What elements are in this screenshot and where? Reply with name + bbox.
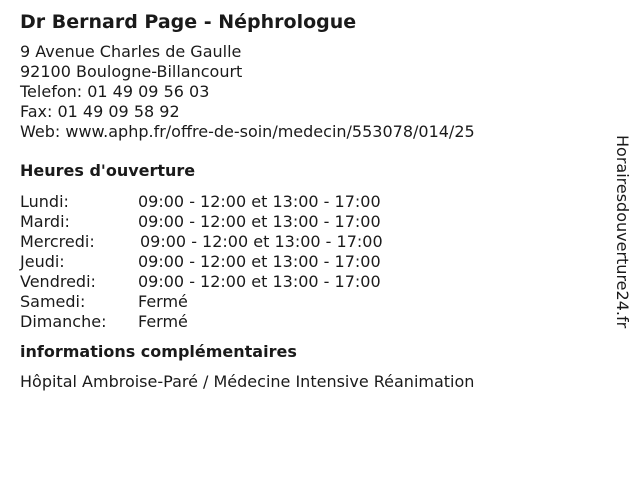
- hours-row-monday: [20, 192, 600, 212]
- day-hours: Fermé: [138, 292, 188, 311]
- address-street: 9 Avenue Charles de Gaulle: [20, 42, 242, 61]
- website-link[interactable]: Web: www.aphp.fr/offre-de-soin/medecin/553078/014/25: [20, 122, 475, 141]
- phone-number: Telefon: 01 49 09 56 03: [20, 82, 210, 101]
- opening-hours-heading: Heures d'ouverture: [20, 161, 196, 180]
- hours-row-saturday: [20, 292, 600, 312]
- doctor-card: [20, 10, 600, 392]
- day-label: Lundi:: [20, 192, 69, 211]
- day-label: Dimanche:: [20, 312, 107, 331]
- brand-name: Horairesdouverture24.fr: [613, 135, 632, 329]
- additional-info-text: Hôpital Ambroise-Paré / Médecine Intensive Réanimation: [20, 372, 475, 391]
- day-label: Mardi:: [20, 212, 70, 231]
- day-hours: 09:00 - 12:00 et 13:00 - 17:00: [138, 252, 381, 271]
- day-hours: 09:00 - 12:00 et 13:00 - 17:00: [138, 212, 381, 231]
- fax-number: Fax: 01 49 09 58 92: [20, 102, 180, 121]
- day-label: Samedi:: [20, 292, 86, 311]
- hours-row-friday: [20, 272, 600, 292]
- hours-row-wednesday: [20, 232, 600, 252]
- hours-row-thursday: [20, 252, 600, 272]
- page-title: Dr Bernard Page - Néphrologue: [20, 11, 357, 33]
- day-label: Vendredi:: [20, 272, 96, 291]
- additional-info-heading: informations complémentaires: [20, 342, 297, 361]
- day-label: Jeudi:: [20, 252, 65, 271]
- address-city: 92100 Boulogne-Billancourt: [20, 62, 243, 81]
- hours-row-tuesday: [20, 212, 600, 232]
- brand-watermark: [612, 135, 632, 370]
- day-hours: 09:00 - 12:00 et 13:00 - 17:00: [138, 192, 381, 211]
- day-label: Mercredi:: [20, 232, 95, 251]
- contact-block: [20, 42, 600, 142]
- day-hours: Fermé: [138, 312, 188, 331]
- opening-hours-table: [20, 192, 600, 332]
- day-hours: 09:00 - 12:00 et 13:00 - 17:00: [140, 232, 383, 251]
- hours-row-sunday: [20, 312, 600, 332]
- day-hours: 09:00 - 12:00 et 13:00 - 17:00: [138, 272, 381, 291]
